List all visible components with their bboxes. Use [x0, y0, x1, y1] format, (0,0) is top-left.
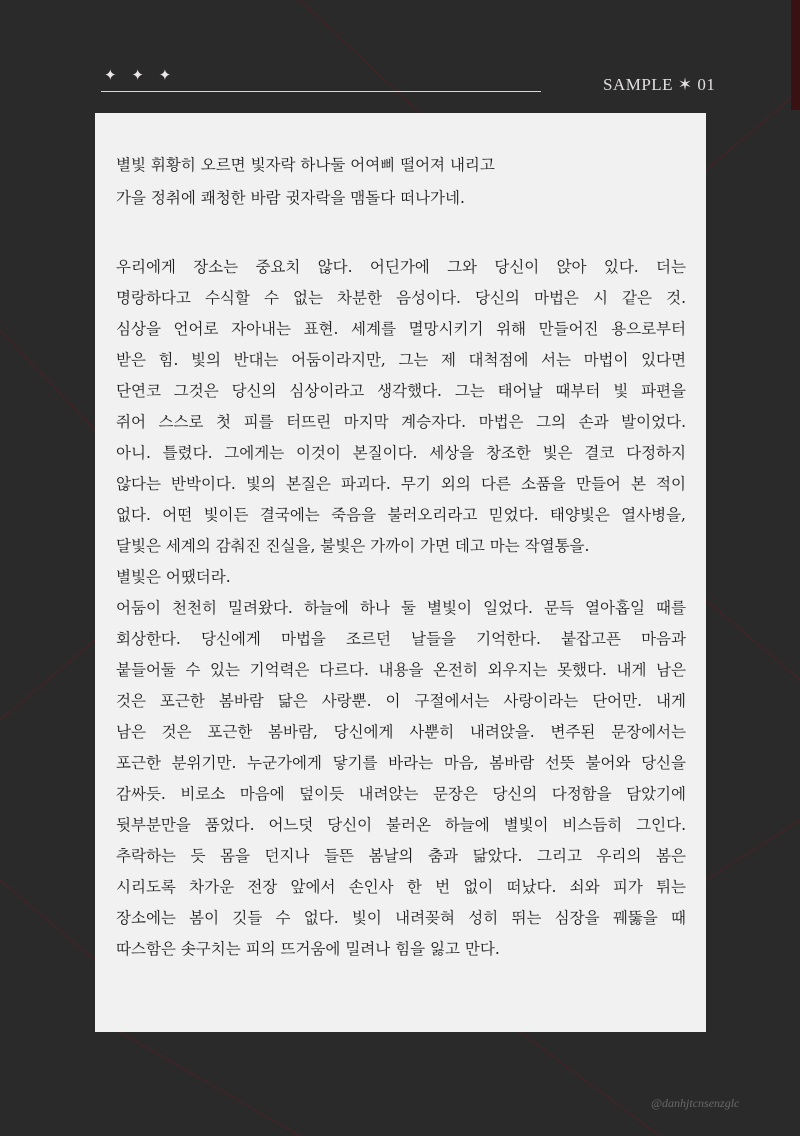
text-line: 달빛은 세계의 감춰진 진실을, 불빛은 가까이 가면 데고 마는 작열통을. — [116, 537, 590, 555]
text-line: 것은 포근한 봄바람 닮은 사랑뿐. 이 구절에서는 사랑이라는 단어만. 내게 — [116, 692, 686, 710]
text-line: 우리에게 장소는 중요치 않다. 어딘가에 그와 당신이 앉아 있다. 더는 — [116, 258, 686, 276]
text-line: 포근한 분위기만. 누군가에게 닿기를 바라는 마음, 봄바람 선뜻 불어와 당신을 — [116, 754, 686, 772]
text-line: 단연코 그것은 당신의 심상이라고 생각했다. 그는 태어날 때부터 빛 파편을 — [116, 382, 686, 400]
text-line: 붙들어둘 수 있는 기억력은 다르다. 내용을 온전히 외우지는 못했다. 내게 남은 — [116, 661, 686, 679]
text-line: 아니. 틀렸다. 그에게는 이것이 본질이다. 세상을 창조한 빛은 결코 다정하지 — [116, 444, 686, 462]
text-line: 받은 힘. 빛의 반대는 어둠이라지만, 그는 제 대척점에 서는 마법이 있다면 — [116, 351, 686, 369]
text-line: 뒷부분만을 품었다. 어느덧 당신이 불러온 하늘에 별빛이 비스듬히 그인다. — [116, 816, 686, 834]
header-rule — [101, 91, 541, 92]
sample-label: SAMPLE ✶ 01 — [603, 75, 716, 94]
text-line: 장소에는 봄이 깃들 수 없다. 빛이 내려꽂혀 성히 뛰는 심장을 꿰뚫을 때 — [116, 909, 686, 927]
text-line: 심상을 언어로 자아내는 표현. 세계를 멸망시키기 위해 만들어진 용으로부터 — [116, 320, 686, 338]
text-line: 추락하는 듯 몸을 던지나 들뜬 봄날의 춤과 닮았다. 그리고 우리의 봄은 — [116, 847, 686, 865]
watermark: @danhjtcnsenzglc — [651, 1096, 740, 1110]
text-line: 명랑하다고 수식할 수 없는 차분한 음성이다. 당신의 마법은 시 같은 것. — [116, 289, 686, 307]
stars-ornament: ✦ ✦ ✦ — [104, 66, 177, 84]
text-line: 회상한다. 당신에게 마법을 조르던 날들을 기억한다. 붙잡고픈 마음과 — [116, 630, 686, 648]
right-edge-accent — [791, 0, 800, 110]
text-line: 어둠이 천천히 밀려왔다. 하늘에 하나 둘 별빛이 일었다. 문득 열아홉일 때를 — [116, 599, 686, 617]
text-line: 별빛은 어땠더라. — [116, 568, 231, 586]
text-line: 않다는 반박이다. 빛의 본질은 파괴다. 무기 외의 다른 소품을 만들어 본 적이 — [116, 475, 686, 493]
text-line: 시리도록 차가운 전장 앞에서 손인사 한 번 없이 떠났다. 쇠와 피가 튀는 — [116, 878, 686, 896]
text-line: 쥐어 스스로 첫 피를 터뜨린 마지막 계승자다. 마법은 그의 손과 발이었다. — [116, 413, 686, 431]
text-line: 남은 것은 포근한 봄바람, 당신에게 사뿐히 내려앉을. 변주된 문장에서는 — [116, 723, 686, 741]
text-line: 감싸듯. 비로소 마음에 덮이듯 내려앉는 문장은 당신의 다정함을 담았기에 — [116, 785, 686, 803]
text-line: 없다. 어떤 빛이든 결국에는 죽음을 불러오리라고 믿었다. 태양빛은 열사병을, — [116, 506, 686, 524]
poem-line: 별빛 휘황히 오르면 빛자락 하나둘 어여삐 떨어져 내리고 — [116, 156, 495, 174]
poem-line: 가을 정취에 쾌청한 바람 귓자락을 맴돌다 떠나가네. — [116, 189, 465, 207]
text-line: 따스함은 솟구치는 피의 뜨거움에 밀려나 힘을 잃고 만다. — [116, 940, 500, 958]
